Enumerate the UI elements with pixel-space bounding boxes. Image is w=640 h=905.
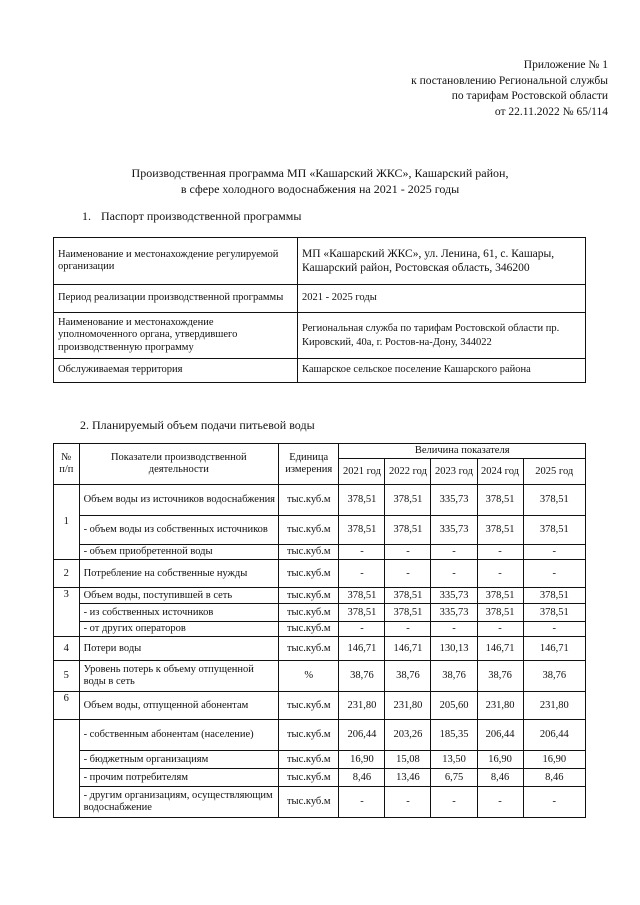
table-row xyxy=(54,751,586,769)
value-cell: - xyxy=(477,560,523,588)
value-cell: 13,46 xyxy=(385,769,431,787)
value-cell: - xyxy=(385,622,431,637)
table-row xyxy=(54,285,586,313)
value-cell: - xyxy=(385,545,431,560)
table-row xyxy=(54,787,586,818)
table-row xyxy=(54,622,586,637)
row-num: 1 xyxy=(54,485,80,560)
table-row xyxy=(54,313,586,359)
passport-label: Наименование и местонахождение уполномоченного органа, утвердившего производственную программу xyxy=(54,313,298,359)
value-cell: 38,76 xyxy=(431,661,477,692)
row-num: 3 xyxy=(54,588,80,637)
section-2-heading: 2. Планируемый объем подачи питьевой воды xyxy=(80,418,315,432)
header-year: 2023 год xyxy=(431,459,477,485)
table-row xyxy=(54,692,586,720)
value-cell: 130,13 xyxy=(431,637,477,661)
passport-value: 2021 - 2025 годы xyxy=(298,285,586,313)
value-cell: 378,51 xyxy=(523,588,585,604)
row-num: 6 xyxy=(54,692,80,720)
table-row xyxy=(54,359,586,383)
value-cell: 8,46 xyxy=(339,769,385,787)
value-cell: 8,46 xyxy=(477,769,523,787)
row-name: Объем воды, отпущенной абонентам xyxy=(79,692,279,720)
section-1-number: 1. xyxy=(82,209,91,223)
section-1-label: Паспорт производственной программы xyxy=(101,209,302,223)
header-year: 2024 год xyxy=(477,459,523,485)
value-cell: - xyxy=(339,787,385,818)
value-cell: - xyxy=(477,545,523,560)
row-name: Уровень потерь к объему отпущенной воды в сеть xyxy=(79,661,279,692)
row-unit: тыс.куб.м xyxy=(279,637,339,661)
header-year: 2025 год xyxy=(523,459,585,485)
row-name: Объем воды, поступившей в сеть xyxy=(79,588,279,604)
value-cell: 378,51 xyxy=(339,588,385,604)
row-unit: тыс.куб.м xyxy=(279,622,339,637)
row-name: - другим организациям, осуществляющим водоснабжение xyxy=(79,787,279,818)
row-unit: тыс.куб.м xyxy=(279,485,339,516)
value-cell: 335,73 xyxy=(431,588,477,604)
row-unit: тыс.куб.м xyxy=(279,692,339,720)
value-cell: 335,73 xyxy=(431,604,477,622)
value-cell: 146,71 xyxy=(385,637,431,661)
row-num: 4 xyxy=(54,637,80,661)
value-cell: 146,71 xyxy=(523,637,585,661)
value-cell: 16,90 xyxy=(339,751,385,769)
value-cell: 203,26 xyxy=(385,720,431,751)
table-row xyxy=(54,545,586,560)
value-cell: 205,60 xyxy=(431,692,477,720)
table-row xyxy=(54,485,586,516)
title-line-1: Производственная программа МП «Кашарский ЖКС», Кашарский район, xyxy=(131,166,509,180)
value-cell: - xyxy=(385,787,431,818)
value-cell: 38,76 xyxy=(477,661,523,692)
row-name: - объем воды из собственных источников xyxy=(79,516,279,545)
header-year: 2021 год xyxy=(339,459,385,485)
row-unit: тыс.куб.м xyxy=(279,769,339,787)
row-name: - собственным абонентам (население) xyxy=(79,720,279,751)
value-cell: 378,51 xyxy=(385,516,431,545)
table-row xyxy=(54,661,586,692)
value-cell: 378,51 xyxy=(477,516,523,545)
section-1-heading xyxy=(82,209,301,224)
value-cell: - xyxy=(385,560,431,588)
header-value-group: Величина показателя xyxy=(339,444,586,459)
water-volume-table xyxy=(53,443,586,818)
value-cell: - xyxy=(431,622,477,637)
value-cell: - xyxy=(431,545,477,560)
value-cell: - xyxy=(477,787,523,818)
title-line-2: в сфере холодного водоснабжения на 2021 - 2025 годы xyxy=(180,181,460,196)
row-unit: тыс.куб.м xyxy=(279,787,339,818)
value-cell: 378,51 xyxy=(523,485,585,516)
row-unit: тыс.куб.м xyxy=(279,604,339,622)
value-cell: - xyxy=(431,560,477,588)
row-name: - объем приобретенной воды xyxy=(79,545,279,560)
value-cell: 378,51 xyxy=(339,604,385,622)
row-num: 2 xyxy=(54,560,80,588)
row-num xyxy=(54,720,80,818)
table-row xyxy=(54,588,586,604)
value-cell: 16,90 xyxy=(477,751,523,769)
value-cell: - xyxy=(523,622,585,637)
value-cell: 13,50 xyxy=(431,751,477,769)
value-cell: - xyxy=(523,787,585,818)
value-cell: - xyxy=(339,545,385,560)
row-name: - прочим потребителям xyxy=(79,769,279,787)
value-cell: 231,80 xyxy=(477,692,523,720)
row-unit: тыс.куб.м xyxy=(279,560,339,588)
value-cell: 38,76 xyxy=(523,661,585,692)
value-cell: 185,35 xyxy=(431,720,477,751)
row-unit: % xyxy=(279,661,339,692)
header-num: № п/п xyxy=(54,444,80,485)
row-unit: тыс.куб.м xyxy=(279,720,339,751)
header-unit: Единица измерения xyxy=(279,444,339,485)
header-indicator: Показатели производственной деятельности xyxy=(79,444,279,485)
value-cell: 335,73 xyxy=(431,516,477,545)
agency-line: по тарифам Ростовской области xyxy=(451,90,608,102)
value-cell: 146,71 xyxy=(477,637,523,661)
value-cell: 206,44 xyxy=(523,720,585,751)
value-cell: - xyxy=(431,787,477,818)
value-cell: 15,08 xyxy=(385,751,431,769)
value-cell: 378,51 xyxy=(477,485,523,516)
value-cell: - xyxy=(523,560,585,588)
value-cell: 378,51 xyxy=(523,516,585,545)
row-name: - бюджетным организациям xyxy=(79,751,279,769)
passport-value: Кашарское сельское поселение Кашарского района xyxy=(298,359,586,383)
value-cell: - xyxy=(523,545,585,560)
resolution-line: к постановлению Региональной службы xyxy=(411,74,608,87)
row-unit: тыс.куб.м xyxy=(279,588,339,604)
value-cell: 335,73 xyxy=(431,485,477,516)
row-name: - от других операторов xyxy=(79,622,279,637)
value-cell: 8,46 xyxy=(523,769,585,787)
date-number-line: от 22.11.2022 № 65/114 xyxy=(494,105,608,118)
value-cell: 146,71 xyxy=(339,637,385,661)
value-cell: 378,51 xyxy=(477,588,523,604)
value-cell: 231,80 xyxy=(523,692,585,720)
value-cell: 378,51 xyxy=(339,516,385,545)
value-cell: - xyxy=(339,560,385,588)
appendix-label: Приложение № 1 xyxy=(523,59,608,71)
value-cell: 231,80 xyxy=(339,692,385,720)
value-cell: 16,90 xyxy=(523,751,585,769)
document-title xyxy=(0,166,640,197)
row-unit: тыс.куб.м xyxy=(279,516,339,545)
value-cell: - xyxy=(339,622,385,637)
passport-label: Наименование и местонахождение регулируемой организации xyxy=(54,238,298,285)
passport-value: МП «Кашарский ЖКС», ул. Ленина, 61, с. Кашары, Кашарский район, Ростовская область, 346200 xyxy=(298,238,586,285)
table-row xyxy=(54,238,586,285)
passport-value: Региональная служба по тарифам Ростовской области пр. Кировский, 40а, г. Ростов-на-Дону, 344022 xyxy=(298,313,586,359)
table-row xyxy=(54,720,586,751)
value-cell: 206,44 xyxy=(477,720,523,751)
value-cell: 38,76 xyxy=(385,661,431,692)
document-header xyxy=(411,58,608,120)
value-cell: 378,51 xyxy=(385,485,431,516)
value-cell: 378,51 xyxy=(523,604,585,622)
table-row xyxy=(54,516,586,545)
row-name: - из собственных источников xyxy=(79,604,279,622)
row-num: 5 xyxy=(54,661,80,692)
passport-label: Период реализации производственной программы xyxy=(54,285,298,313)
table-row xyxy=(54,769,586,787)
row-name: Потери воды xyxy=(79,637,279,661)
table-row xyxy=(54,637,586,661)
passport-table xyxy=(53,237,586,383)
header-row xyxy=(54,444,586,459)
value-cell: 378,51 xyxy=(339,485,385,516)
value-cell: 378,51 xyxy=(385,604,431,622)
row-unit: тыс.куб.м xyxy=(279,751,339,769)
passport-label: Обслуживаемая территория xyxy=(54,359,298,383)
header-year: 2022 год xyxy=(385,459,431,485)
value-cell: 6,75 xyxy=(431,769,477,787)
value-cell: 378,51 xyxy=(477,604,523,622)
value-cell: 38,76 xyxy=(339,661,385,692)
value-cell: - xyxy=(477,622,523,637)
table-row xyxy=(54,560,586,588)
row-name: Объем воды из источников водоснабжения xyxy=(79,485,279,516)
table-row xyxy=(54,604,586,622)
row-unit: тыс.куб.м xyxy=(279,545,339,560)
value-cell: 231,80 xyxy=(385,692,431,720)
row-name: Потребление на собственные нужды xyxy=(79,560,279,588)
value-cell: 206,44 xyxy=(339,720,385,751)
value-cell: 378,51 xyxy=(385,588,431,604)
